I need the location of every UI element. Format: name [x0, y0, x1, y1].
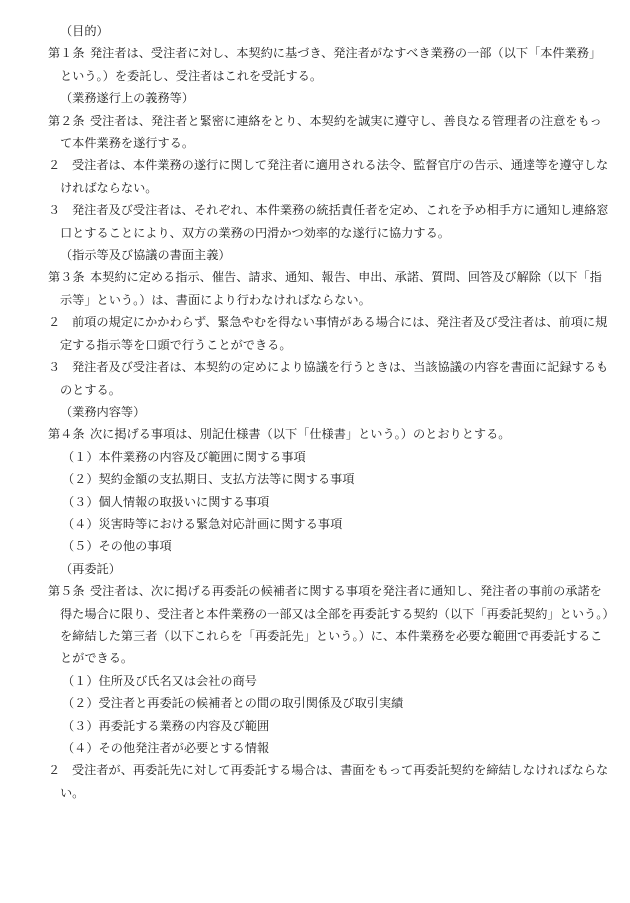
article-5-line-1: 受注者は、次に掲げる再委託の候補者に関する事項を発注者に通知し、発注者の事前の承諾を	[90, 584, 602, 599]
article-3-para-2-line-1: 前項の規定にかかわらず、緊急やむを得ない事情がある場合には、発注者及び受注者は、前項に規	[72, 315, 608, 330]
article-1-line-2: という。）を委託し、受注者はこれを受託する。	[60, 68, 323, 83]
article-3-heading: （指示等及び協議の書面主義）	[60, 248, 231, 263]
article-5-item-2: （２）受注者と再委託の候補者との間の取引関係及び取引実績	[62, 696, 404, 711]
article-5-para-2-line-2: い。	[60, 785, 85, 800]
article-4-item-5: （５）その他の事項	[62, 539, 172, 554]
article-4-line-1: 次に掲げる事項は、別記仕様書（以下「仕様書」という。）のとおりとする。	[90, 427, 511, 442]
article-5-number: 第５条	[48, 584, 85, 599]
article-5	[48, 580, 602, 602]
article-3-para-3-number: ３	[48, 360, 61, 375]
article-4-item-3: （３）個人情報の取扱いに関する事項	[62, 494, 270, 509]
article-5-para-2-line-1: 受注者が、再委託先に対して再委託する場合は、書面をもって再委託契約を締結しなければならな	[72, 763, 609, 778]
article-5-item-3: （３）再委託する業務の内容及び範囲	[62, 718, 270, 733]
article-2-para-2-number: ２	[48, 158, 61, 173]
article-3-para-2-line-2: 定する指示等を口頭で行うことができる。	[60, 337, 292, 352]
article-5-line-3: を締結した第三者（以下これらを「再委託先」という。）に、本件業務を必要な範囲で再委託するこ	[60, 628, 603, 643]
article-2-para-2-line-1: 受注者は、本件業務の遂行に関して発注者に適用される法令、監督官庁の告示、通達等を遵守しな	[72, 158, 609, 173]
article-5-item-1: （１）住所及び氏名又は会社の商号	[62, 673, 257, 688]
article-3-para-3-line-2: のとする。	[60, 382, 121, 397]
article-1-line-1: 発注者は、受注者に対し、本契約に基づき、発注者がなすべき業務の一部（以下「本件業務	[90, 46, 589, 61]
article-2-line-2: て本件業務を遂行する。	[60, 136, 195, 151]
article-1-heading: （目的）	[60, 24, 109, 38]
article-5-para-2-number: ２	[48, 763, 61, 778]
article-2-para-3-line-2: 口とすることにより、双方の業務の円滑かつ効率的な遂行に協力する。	[60, 225, 450, 240]
article-3-line-2: 示等」という。）は、書面により行わなければならない。	[60, 292, 371, 307]
article-2-para-2	[48, 154, 609, 176]
article-5-line-4: とができる。	[60, 651, 134, 666]
article-4-item-4: （４）災害時等における緊急対応計画に関する事項	[62, 516, 343, 531]
article-2-para-3	[48, 199, 609, 221]
article-4-number: 第４条	[48, 427, 85, 442]
article-2-para-2-line-2: ければならない。	[60, 180, 158, 195]
article-3-para-3	[48, 356, 609, 378]
article-1	[48, 42, 602, 64]
article-4	[48, 423, 588, 445]
article-5-para-2	[48, 759, 609, 781]
article-2-para-3-number: ３	[48, 203, 61, 218]
article-1-line-1-tail: 」	[588, 46, 602, 61]
article-2	[48, 110, 602, 132]
article-3-para-2-number: ２	[48, 315, 61, 330]
article-3-line-1: 本契約に定める指示、催告、請求、通知、報告、申出、承諾、質問、回答及び解除（以下「指	[90, 270, 602, 285]
article-4-heading: （業務内容等）	[60, 404, 146, 419]
article-5-item-4: （４）その他発注者が必要とする情報	[62, 741, 270, 755]
article-2-number: 第２条	[48, 113, 85, 128]
article-3	[48, 266, 602, 288]
contract-document	[48, 20, 615, 804]
article-2-para-3-line-1: 発注者及び受注者は、それぞれ、本件業務の統括責任者を定め、これを予め相手方に通知し連絡窓	[72, 203, 609, 218]
article-5-line-2: 得た場合に限り、受注者と本件業務の一部又は全部を再委託する契約（以下「再委託契約」という。）	[60, 606, 615, 621]
article-5-heading: （再委託）	[60, 561, 121, 576]
article-3-number: 第３条	[48, 270, 85, 285]
article-2-heading: （業務遂行上の義務等）	[60, 91, 195, 106]
article-2-line-1: 受注者は、発注者と緊密に連絡をとり、本契約を誠実に遵守し、善良なる管理者の注意をもっ	[90, 113, 602, 128]
article-3-para-2	[48, 311, 608, 333]
article-3-para-3-line-1: 発注者及び受注者は、本契約の定めにより協議を行うときは、当該協議の内容を書面に記録するも	[72, 360, 609, 375]
article-1-number: 第１条	[48, 46, 85, 61]
article-4-item-1: （１）本件業務の内容及び範囲に関する事項	[62, 449, 306, 464]
article-4-item-2: （２）契約金額の支払期日、支払方法等に関する事項	[62, 472, 355, 487]
